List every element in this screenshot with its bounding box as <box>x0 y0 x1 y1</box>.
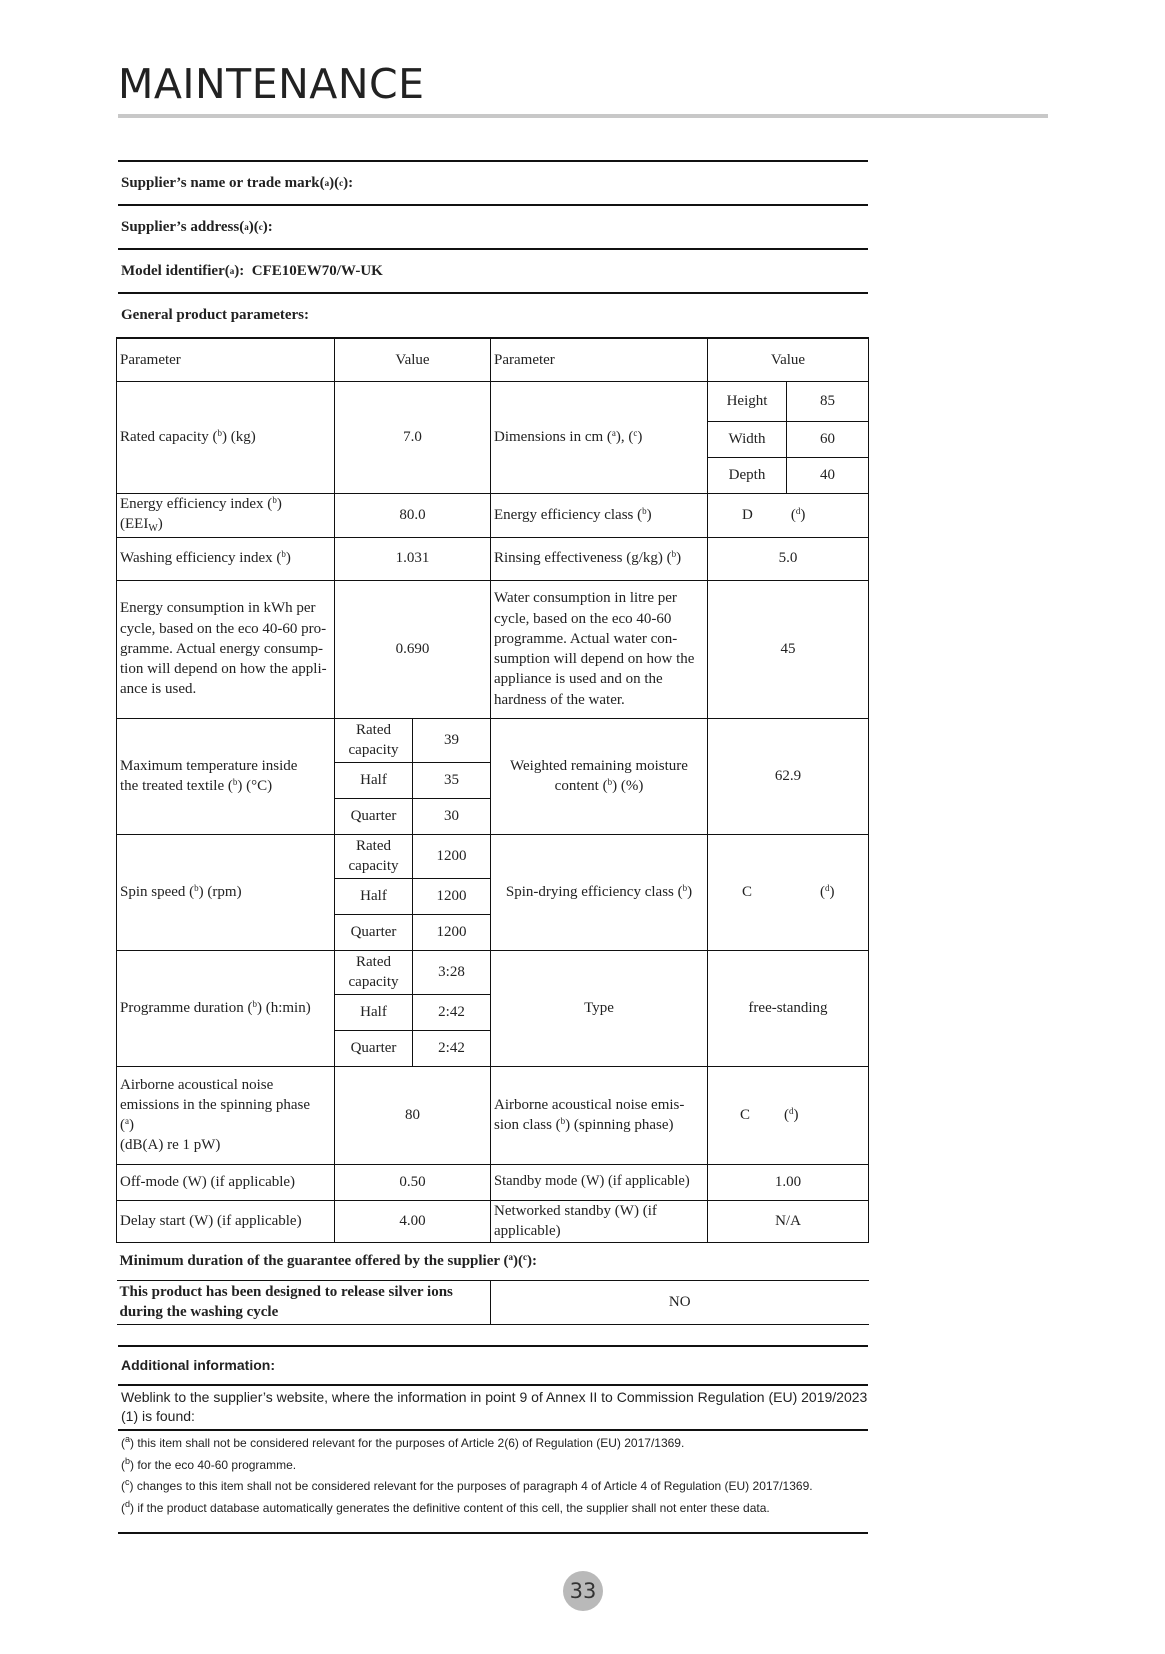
energy-consumption-label: Energy consumption in kWh per cycle, based on the eco 40-60 pro- gramme. Actual energy consump- tion will depend on how the appli- ance is used. <box>117 580 335 718</box>
half-label: Half <box>335 994 413 1030</box>
quarter-label: Quarter <box>335 798 413 834</box>
eec-value: D ($^d$) <box>708 493 869 537</box>
table-row <box>117 580 869 718</box>
page-title: MAINTENANCE <box>118 60 425 108</box>
spin-class-label: Spin-drying efficiency class ($^b$) <box>491 834 708 950</box>
title-rule <box>118 114 1048 118</box>
off-mode-label: Off-mode (W) (if applicable) <box>117 1164 335 1200</box>
table-row <box>117 1164 869 1200</box>
half-label: Half <box>335 762 413 798</box>
model-value: CFE10EW70/W-UK <box>251 262 383 279</box>
wei-value: 1.031 <box>335 537 491 580</box>
supplier-name-label: Supplier’s name or trade mark( <box>121 174 325 191</box>
moisture-value: 62.9 <box>708 718 869 834</box>
width-label: Width <box>708 421 787 457</box>
max-temp-rated: 39 <box>413 718 491 762</box>
rinse-label: Rinsing effectiveness (g/kg) ($^b$) <box>491 537 708 580</box>
height-label: Height <box>708 381 787 421</box>
rated-capacity-sub-label: Rated capacity <box>335 950 413 994</box>
table-row <box>117 1066 869 1164</box>
delay-start-value: 4.00 <box>335 1200 491 1242</box>
quarter-label: Quarter <box>335 914 413 950</box>
width-value: 60 <box>787 421 869 457</box>
spin-half: 1200 <box>413 878 491 914</box>
silver-ions-label: This product has been designed to release silver ions during the washing cycle <box>117 1280 491 1324</box>
rated-capacity-value: 7.0 <box>335 381 491 493</box>
eec-label: Energy efficiency class ($^b$) <box>491 493 708 537</box>
wei-label: Washing efficiency index ($^b$) <box>117 537 335 580</box>
spin-speed-label: Spin speed ($^b$) (rpm) <box>117 834 335 950</box>
model-label: Model identifier( <box>121 262 230 279</box>
table-row <box>117 718 869 762</box>
footnotes <box>118 1431 868 1517</box>
duration-quarter: 2:42 <box>413 1030 491 1066</box>
supplier-name-row: Supplier’s name or trade mark( a )( c ): <box>121 174 354 191</box>
table-row <box>117 1280 869 1324</box>
guarantee-label: Minimum duration of the guarantee offered by the supplier ($^a$)($^c$): <box>117 1242 869 1280</box>
rated-capacity-sub-label: Rated capacity <box>335 718 413 762</box>
spin-quarter: 1200 <box>413 914 491 950</box>
col-value: Value <box>335 338 491 381</box>
max-temp-label: Maximum temperature inside the treated textile ($^b$) (°C) <box>117 718 335 834</box>
footnote-b: ($^b$) for the eco 40-60 programme. <box>121 1455 297 1472</box>
silver-ions-value: NO <box>491 1280 869 1324</box>
noise-value: 80 <box>335 1066 491 1164</box>
table-row <box>117 381 869 421</box>
noise-label: Airborne acoustical noise emissions in the spinning phase ($^a$) (dB(A) re 1 pW) <box>117 1066 335 1164</box>
spin-rated: 1200 <box>413 834 491 878</box>
spin-class-value: C ($^d$) <box>708 834 869 950</box>
depth-label: Depth <box>708 457 787 493</box>
footnote-d: ($^d$) if the product database automatically generates the definitive content of this cell, the supplier shall not enter these data. <box>121 1498 770 1515</box>
table-row <box>117 493 869 537</box>
water-consumption-label: Water consumption in litre per cycle, based on the eco 40-60 programme. Actual water con- sumption will depend on how the appliance is used and on the hardness of the water. <box>491 580 708 718</box>
col-parameter: Parameter <box>117 338 335 381</box>
height-value: 85 <box>787 381 869 421</box>
standby-value: 1.00 <box>708 1164 869 1200</box>
eei-label: Energy efficiency index ($^b$) $(EEI_W)$ <box>117 493 335 537</box>
delay-start-label: Delay start (W) (if applicable) <box>117 1200 335 1242</box>
footnote-a: ($^a$) this item shall not be considered relevant for the purposes of Article 2(6) of Regulation (EU) 2017/1369. <box>121 1434 685 1450</box>
type-value: free-standing <box>708 950 869 1066</box>
weblink-text: Weblink to the supplier’s website, where the information in point 9 of Annex II to Commission Regulation (EU) 2019/2023 (1) is found: <box>121 1389 868 1424</box>
water-consumption-value: 45 <box>708 580 869 718</box>
networked-standby-value: N/A <box>708 1200 869 1242</box>
duration-half: 2:42 <box>413 994 491 1030</box>
networked-standby-label: Networked standby (W) (if applicable) <box>491 1200 708 1242</box>
standby-label: Standby mode (W) (if applicable) <box>491 1164 708 1200</box>
moisture-label: Weighted remaining moisture content ($^b$) (%) <box>491 718 708 834</box>
footnote-c: ($^c$) changes to this item shall not be considered relevant for the purposes of paragraph 4 of Article 4 of Regulation (EU) 2017/1369. <box>121 1477 813 1493</box>
duration-rated: 3:28 <box>413 950 491 994</box>
type-label: Type <box>491 950 708 1066</box>
quarter-label: Quarter <box>335 1030 413 1066</box>
duration-label: Programme duration ($^b$) (h:min) <box>117 950 335 1066</box>
table-row <box>117 1242 869 1280</box>
parameters-table <box>116 337 869 1325</box>
rule <box>118 1384 868 1386</box>
half-label: Half <box>335 878 413 914</box>
eei-value: 80.0 <box>335 493 491 537</box>
noise-class-label: Airborne acoustical noise emis- sion class ($^b$) (spinning phase) <box>491 1066 708 1164</box>
page-number: 33 <box>563 1571 603 1611</box>
table-row <box>117 537 869 580</box>
rule <box>118 1532 868 1534</box>
supplier-address-label: Supplier’s address( <box>121 218 245 235</box>
off-mode-value: 0.50 <box>335 1164 491 1200</box>
dimensions-label: Dimensions in cm ($^a$), ($^c$) <box>491 381 708 493</box>
col-value: Value <box>708 338 869 381</box>
noise-class-value: C ($^d$) <box>708 1066 869 1164</box>
rated-capacity-sub-label: Rated capacity <box>335 834 413 878</box>
max-temp-quarter: 30 <box>413 798 491 834</box>
general-parameters-heading: General product parameters: <box>121 306 310 323</box>
energy-consumption-value: 0.690 <box>335 580 491 718</box>
col-parameter: Parameter <box>491 338 708 381</box>
table-row <box>117 1200 869 1242</box>
model-row: Model identifier( a ): CFE10EW70/W-UK <box>121 262 383 279</box>
supplier-address-row: Supplier’s address( a )( c ): <box>121 218 273 235</box>
additional-info-heading: Additional information: <box>121 1357 275 1373</box>
max-temp-half: 35 <box>413 762 491 798</box>
table-row <box>117 834 869 878</box>
table-header-row <box>117 338 869 381</box>
rated-capacity-label: Rated capacity ($^b$) (kg) <box>117 381 335 493</box>
depth-value: 40 <box>787 457 869 493</box>
rinse-value: 5.0 <box>708 537 869 580</box>
table-row <box>117 950 869 994</box>
